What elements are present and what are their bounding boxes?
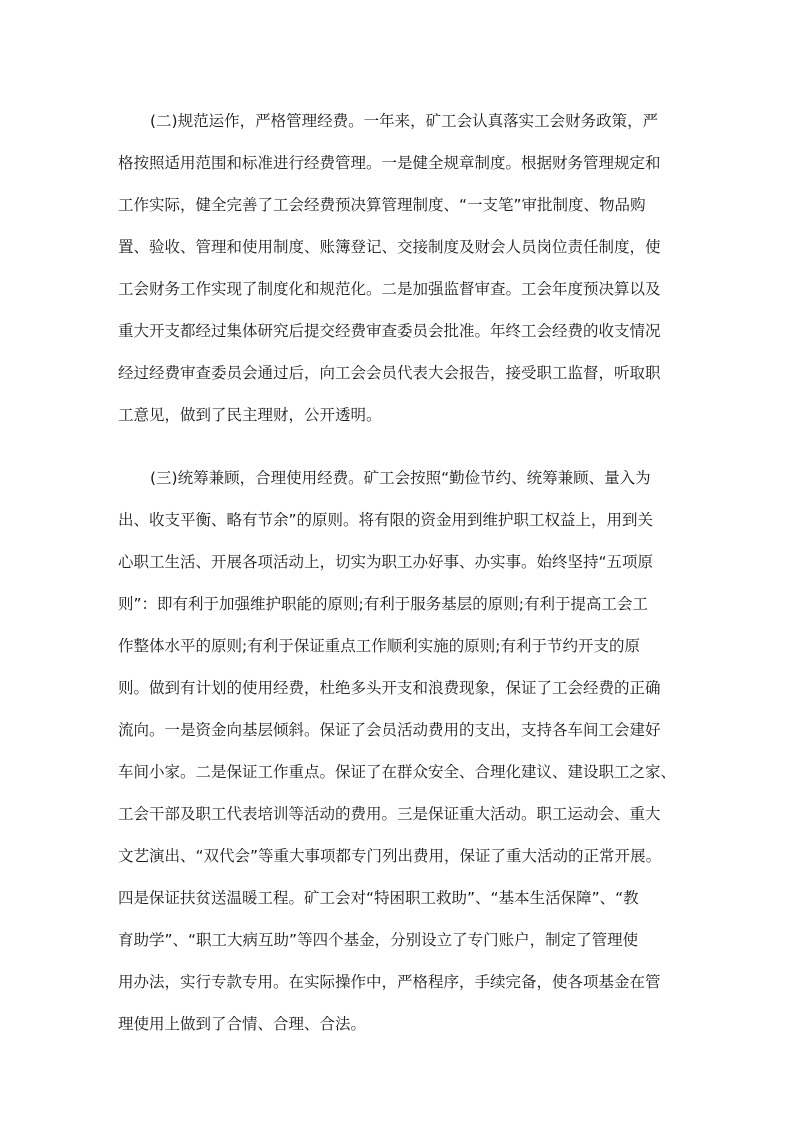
text-line: 作整体水平的原则;有利于保证重点工作顺利实施的原则;有利于节约开支的原 xyxy=(118,637,640,655)
text-line: 育助学”、“职工大病互助”等四个基金，分别设立了专门账户，制定了管理使 xyxy=(118,931,639,949)
text-line: 工会干部及职工代表培训等活动的费用。三是保证重大活动。职工运动会、重大 xyxy=(118,805,661,823)
text-line: 重大开支都经过集体研究后提交经费审查委员会批准。年终工会经费的收支情况 xyxy=(118,322,661,340)
text-line: 理使用上做到了合情、合理、合法。 xyxy=(118,1015,367,1033)
text-line: 出、收支平衡、略有节余”的原则。将有限的资金用到维护职工权益上，用到关 xyxy=(118,511,654,529)
text-line: (二)规范运作，严格管理经费。一年来，矿工会认真落实工会财务政策，严 xyxy=(150,112,659,130)
text-line: 格按照适用范围和标准进行经费管理。一是健全规章制度。根据财务管理规定和 xyxy=(118,154,661,172)
text-line: 心职工生活、开展各项活动上，切实为职工办好事、办实事。始终坚持“五项原 xyxy=(118,553,654,571)
text-line: 经过经费审查委员会通过后，向工会会员代表大会报告，接受职工监督，听取职 xyxy=(118,364,661,382)
text-line: 工会财务工作实现了制度化和规范化。二是加强监督审查。工会年度预决算以及 xyxy=(118,280,661,298)
text-line: 文艺演出、“双代会”等重大事项都专门列出费用，保证了重大活动的正常开展。 xyxy=(118,847,662,865)
text-line: 用办法，实行专款专用。在实际操作中，严格程序，手续完备，使各项基金在管 xyxy=(118,973,661,991)
paragraph-section-2 xyxy=(118,100,678,436)
paragraph-spacer xyxy=(118,436,678,457)
document-page xyxy=(118,100,678,1045)
text-line: 置、验收、管理和使用制度、账簿登记、交接制度及财会人员岗位责任制度，使 xyxy=(118,238,661,256)
text-line: 则。做到有计划的使用经费，杜绝多头开支和浪费现象，保证了工会经费的正确 xyxy=(118,679,661,697)
paragraph-section-3 xyxy=(118,457,678,1045)
text-line: 工作实际，健全完善了工会经费预决算管理制度、“一支笔”审批制度、物品购 xyxy=(118,196,646,214)
text-line: 四是保证扶贫送温暖工程。矿工会对“特困职工救助”、“基本生活保障”、“教 xyxy=(118,889,639,907)
text-line: 流向。一是资金向基层倾斜。保证了会员活动费用的支出，支持各车间工会建好 xyxy=(118,721,661,739)
text-line: 则”：即有利于加强维护职能的原则;有利于服务基层的原则;有利于提高工会工 xyxy=(118,595,648,613)
text-line: 工意见，做到了民主理财，公开透明。 xyxy=(118,406,382,424)
text-line: 车间小家。二是保证工作重点。保证了在群众安全、合理化建议、建设职工之家、 xyxy=(118,763,677,781)
text-line: (三)统筹兼顾，合理使用经费。矿工会按照“勤俭节约、统筹兼顾、量入为 xyxy=(150,469,651,487)
